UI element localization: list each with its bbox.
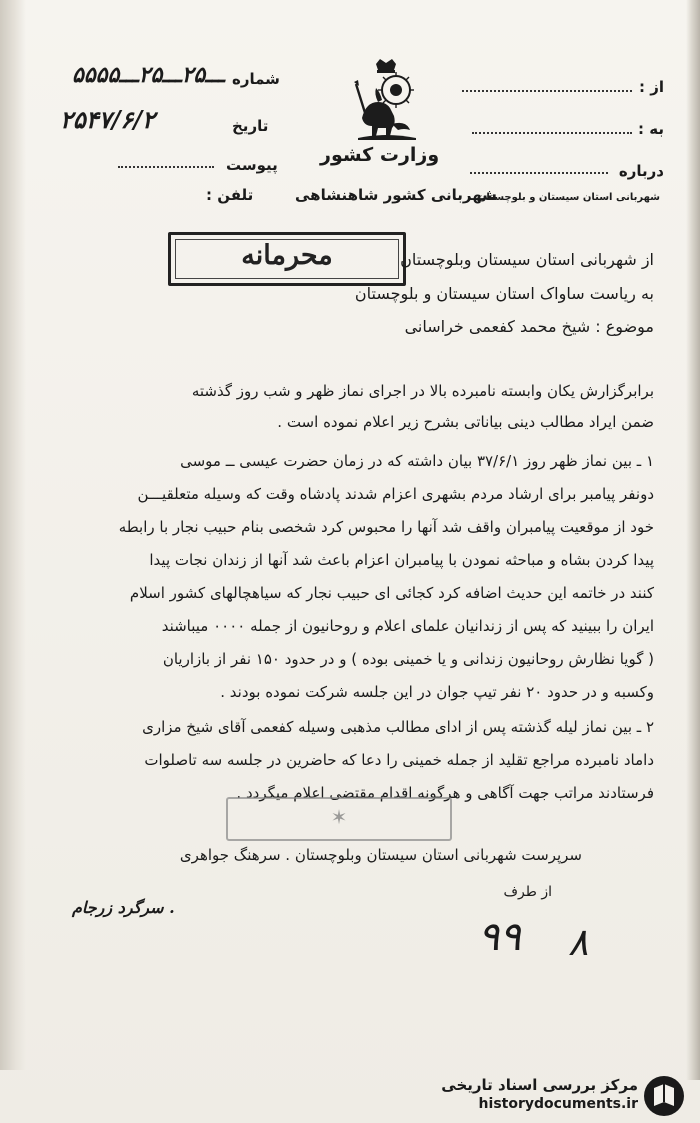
from-line: از شهربانی استان سیستان وبلوچستان [400, 250, 654, 269]
phone-label: تلفن : [206, 186, 254, 204]
number-value: ۵۵ـــ۲۵ـــ۲۵ـــ۵۵ [72, 62, 225, 88]
faint-stamp-mark [226, 797, 452, 841]
date-label: تاریخ [232, 117, 269, 135]
from-dotted-line [462, 90, 632, 92]
body-line-2: ضمن ایراد مطالب دینی بیاناتی بشرح زیر اعلام نموده است . [277, 413, 654, 431]
to-dotted-line [472, 132, 632, 134]
number-label: شماره [232, 70, 280, 88]
handwritten-number: ۹۹ [478, 914, 521, 960]
body-line-8: ایران را ببینید که پس از زندانیان علمای اعلام و روحانیون از جمله ۰۰۰۰ میباشند [161, 617, 654, 635]
attachment-dotted-line [118, 166, 214, 168]
to-line: به ریاست ساواک استان سیستان و بلوچستان [354, 284, 654, 303]
police-title: شهربانی کشور شاهنشاهی [295, 186, 497, 204]
faint-stamp-glyph: ✶ [330, 805, 348, 829]
subject-line: موضوع : شیخ محمد کفعمی خراسانی [404, 317, 654, 336]
to-label: به : [638, 120, 664, 138]
history-documents-logo-icon [644, 1076, 684, 1116]
body-line-1: برابرگزارش یکان وابسته نامبرده بالا در اجرای نماز ظهر و شب روز گذشته [191, 382, 654, 400]
signature-line-2: . سرگرد زرجام [72, 898, 175, 917]
confidential-stamp-text: محرمانه [241, 240, 333, 271]
about-dotted-line [470, 172, 608, 174]
body-line-4: دونفر پیامبر برای ارشاد مردم بشهری اعزام شدند پادشاه وقت که وسیله متعلقیـــن [137, 485, 654, 503]
signature-line-1: سرپرست شهربانی استان سیستان وبلوچستان . سرهنگ جواهری [179, 846, 582, 864]
scan-edge-left [0, 0, 26, 1070]
body-line-7: کنند در خاتمه این حدیث اضافه کرد کجائی ای حبیب نجار که سیاهچالهای کشور اسلام [129, 584, 654, 602]
footer-watermark [420, 1074, 690, 1118]
about-label: درباره [618, 162, 664, 180]
on-behalf-label: از طرف [503, 884, 552, 900]
date-value: ۲۵۴۷/۶/۲ [60, 105, 155, 134]
footer-site: historydocuments.ir [478, 1096, 638, 1112]
attachment-label: پیوست [226, 156, 278, 174]
footer-org-name: مرکز بررسی اسناد تاریخی [441, 1076, 638, 1094]
handwritten-mark: ۸ [568, 920, 589, 964]
body-line-10: وکسبه و در حدود ۲۰ نفر تیپ جوان در این جلسه شرکت نموده بودند . [220, 683, 654, 701]
ministry-title: وزارت کشور [320, 144, 440, 166]
body-line-3: ۱ ـ بین نماز ظهر روز ۳۷/۶/۱ بیان داشته که در زمان حضرت عیسی ــ موسی [180, 452, 654, 470]
body-line-9: ( گویا نظارش روحانیون زندانی و یا خمینی بوده ) و در حدود ۱۵۰ نفر از بازاریان [162, 650, 654, 668]
body-line-13: فرستادند مراتب جهت آگاهی و هرگونه اقدام مقتضی اعلام میگردد . [236, 784, 654, 802]
body-line-12: داماد نامبرده مراجع تقلید از جمله خمینی را دعا که حاضرین در جلسه سه تاصلوات [144, 751, 654, 769]
lion-and-sun-emblem-icon [352, 58, 420, 140]
body-line-6: پیدا کردن بشاه و مباحثه نمودن با پیامبران اعزام باعث شد آنها از زندان نجات پیدا [149, 551, 654, 569]
body-line-11: ۲ ـ بین نماز لیله گذشته پس از ادای مطالب مذهبی وسیله کفعمی آقای شیخ مزاری [142, 718, 654, 736]
scan-edge-right [686, 0, 700, 1080]
body-line-5: خود از موقعیت پیامبران واقف شد آنها را محبوس کرد شخصی بنام حبیب نجار با رابطه [118, 518, 654, 536]
from-label: از : [639, 78, 664, 96]
province-small-text: شهربانی استان سیستان و بلوچستان [477, 192, 660, 203]
confidential-stamp [168, 232, 406, 286]
